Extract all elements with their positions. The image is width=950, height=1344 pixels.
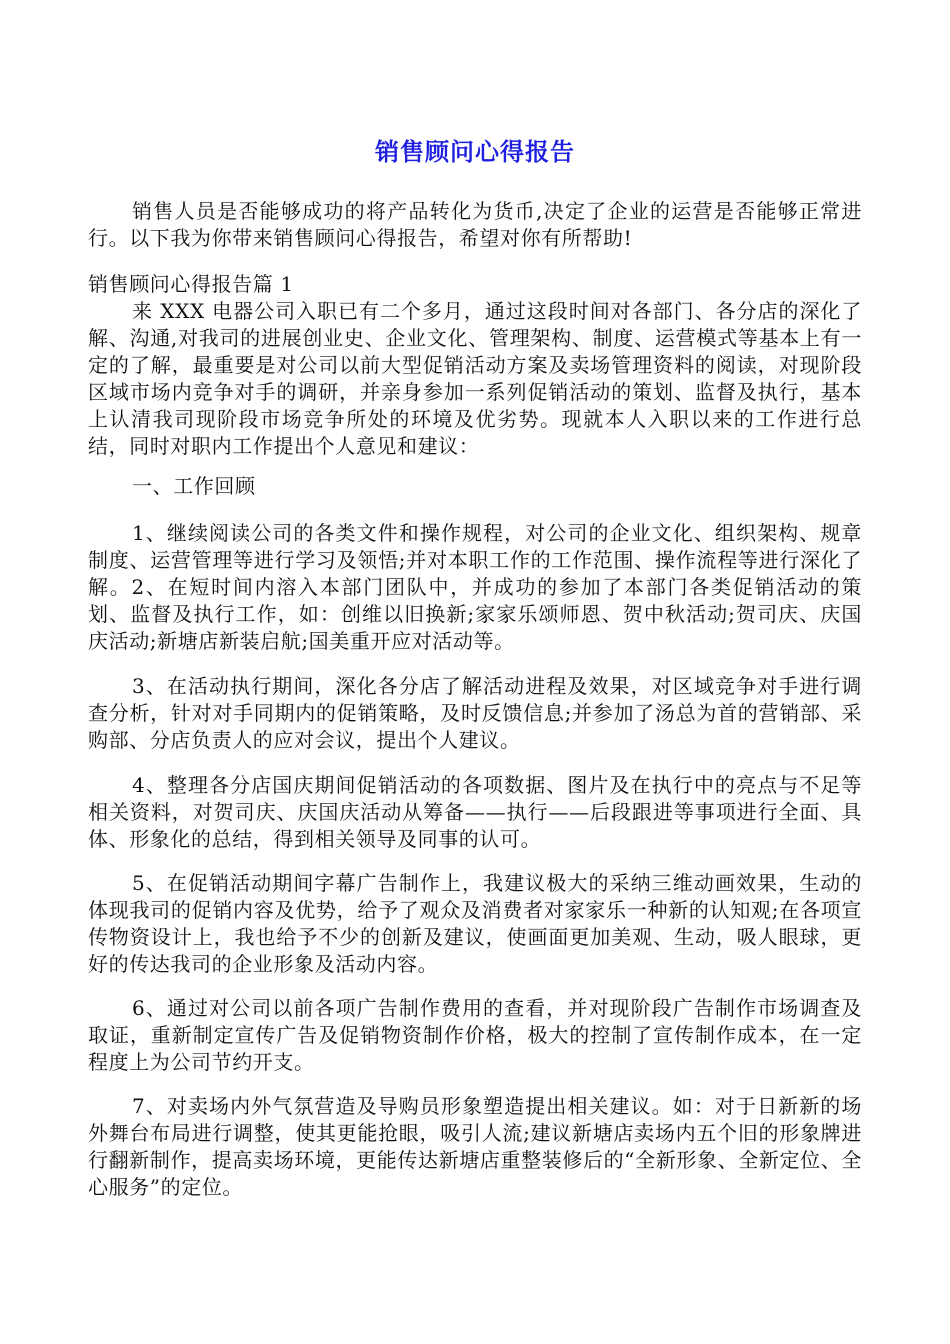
list-item-7: 7、对卖场内外气氛营造及导购员形象塑造提出相关建议。如：对于日新新的场外舞台布局进行调整，使其更能抢眼，吸引人流;建议新塘店卖场内五个旧的形象牌进行翻新制作，提高卖场环境，更能传达新塘店重整装修后的“全新形象、全新定位、全心服务”的定位。 — [88, 1094, 862, 1199]
document-title: 销售顾问心得报告 — [375, 138, 575, 166]
list-item-3: 3、在活动执行期间，深化各分店了解活动进程及效果，对区域竞争对手进行调查分析，针对对手同期内的促销策略，及时反馈信息;并参加了汤总为首的营销部、采购部、分店负责人的应对会议，提出个人建议。 — [88, 674, 862, 752]
list-item-5: 5、在促销活动期间字幕广告制作上，我建议极大的采纳三维动画效果，生动的体现我司的促销内容及优势，给予了观众及消费者对家家乐一种新的认知观;在各项宣传物资设计上，我也给予不少的创新及建议，使画面更加美观、生动，吸人眼球，更好的传达我司的企业形象及活动内容。 — [88, 871, 862, 976]
section-heading: 销售顾问心得报告篇 1 — [88, 272, 294, 296]
subheading-work-review: 一、工作回顾 — [132, 474, 256, 498]
intro-paragraph: 销售人员是否能够成功的将产品转化为货币,决定了企业的运营是否能够正常进行。以下我为你带来销售顾问心得报告，希望对你有所帮助! — [88, 199, 862, 250]
list-item-1: 1、继续阅读公司的各类文件和操作规程，对公司的企业文化、组织架构、规章制度、运营管理等进行学习及领悟;并对本职工作的工作范围、操作流程等进行深化了解。2、在短时间内溶入本部门团队中，并成功的参加了本部门各类促销活动的策划、监督及执行工作，如：创维以旧换新;家家乐颂师恩、贺中秋活动;贺司庆、庆国庆活动;新塘店新装启航;国美重开应对活动等。 — [88, 521, 862, 653]
list-item-4: 4、整理各分店国庆期间促销活动的各项数据、图片及在执行中的亮点与不足等相关资料，对贺司庆、庆国庆活动从筹备——执行——后段跟进等事项进行全面、具体、形象化的总结，得到相关领导及同事的认可。 — [88, 773, 862, 851]
paragraph-1: 来 XXX 电器公司入职已有二个多月，通过这段时间对各部门、各分店的深化了解、沟通,对我司的进展创业史、企业文化、管理架构、制度、运营模式等基本上有一定的了解，最重要是对公司以前大型促销活动方案及卖场管理资料的阅读，对现阶段区域市场内竞争对手的调研，并亲身参加一系列促销活动的策划、监督及执行，基本上认清我司现阶段市场竞争所处的环境及优劣势。现就本人入职以来的工作进行总结，同时对职内工作提出个人意见和建议： — [88, 299, 862, 458]
list-item-6: 6、通过对公司以前各项广告制作费用的查看，并对现阶段广告制作市场调查及取证，重新制定宣传广告及促销物资制作价格，极大的控制了宣传制作成本，在一定程度上为公司节约开支。 — [88, 996, 862, 1074]
